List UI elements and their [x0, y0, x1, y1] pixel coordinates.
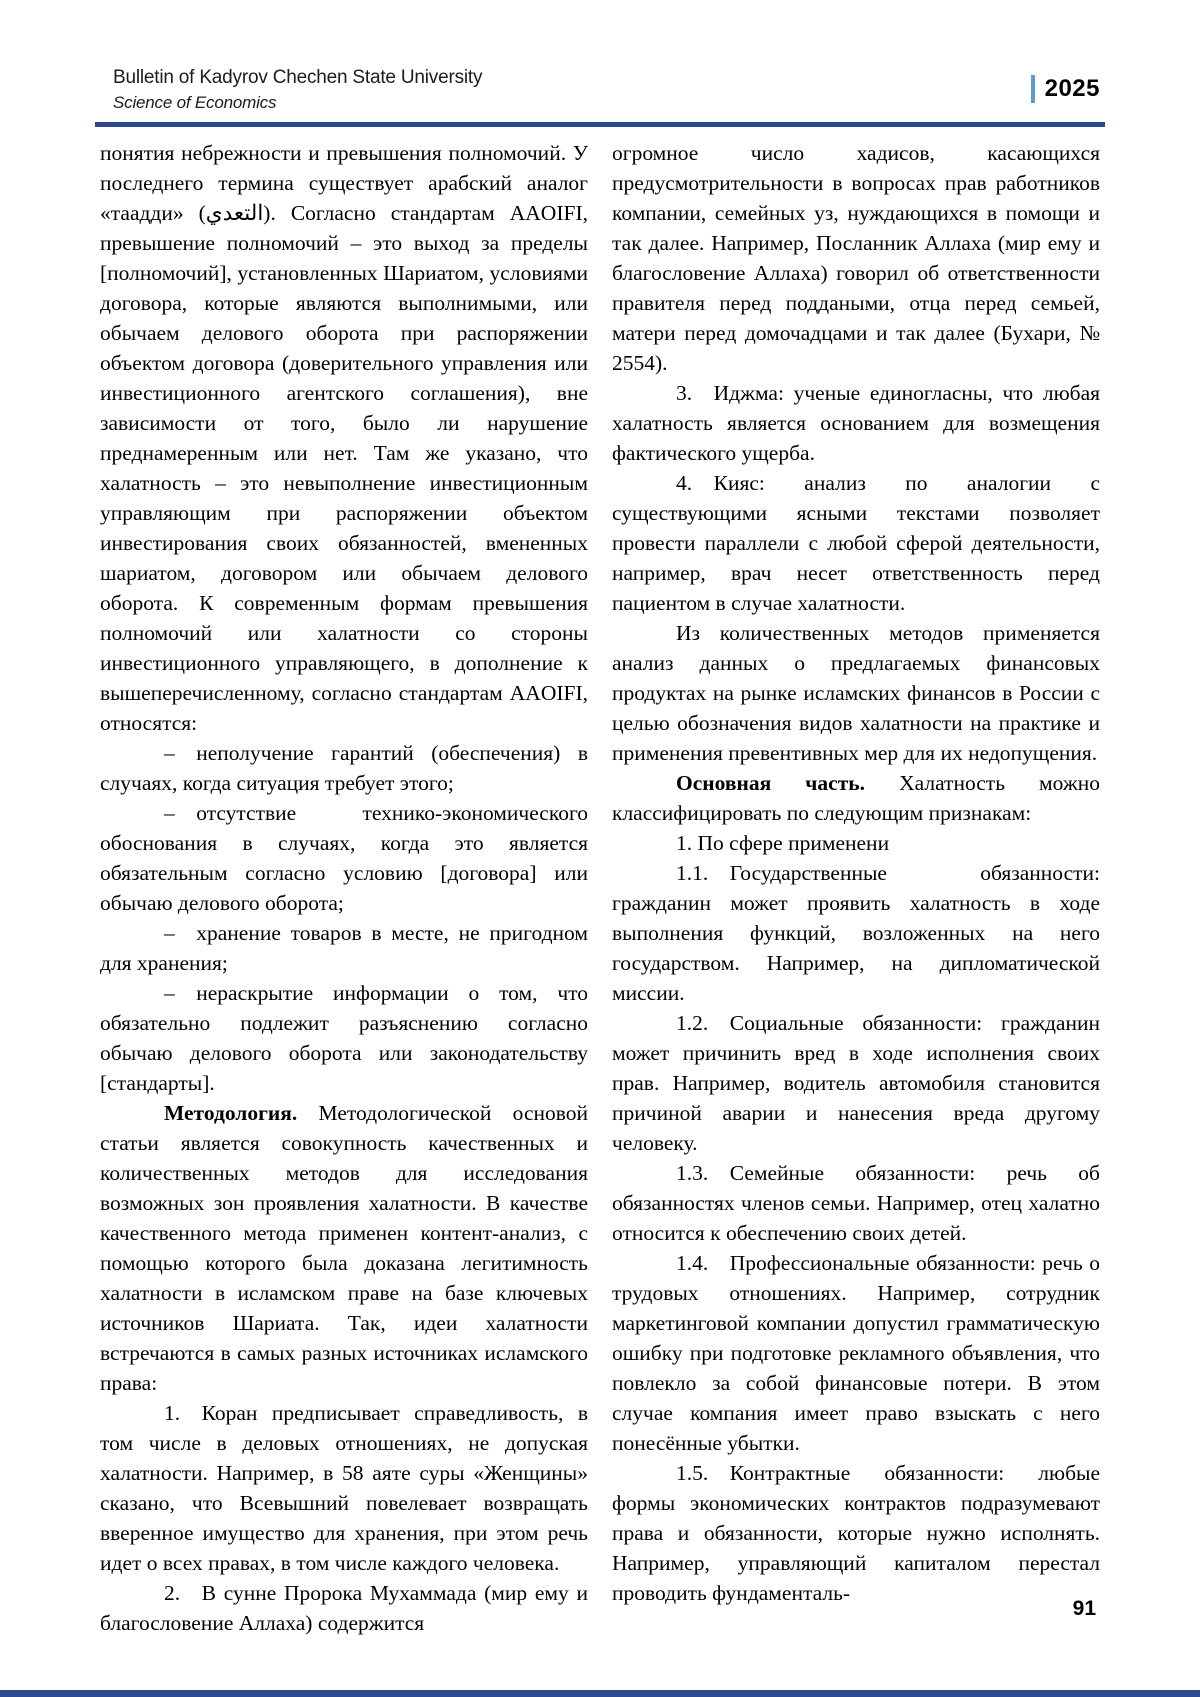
paragraph: Методология. Методологической основой статьи является совокупность качественных и количественных методов для исследования возможных зон проявления халатности. В качестве качественного метода применен контент-анализ, с помощью которого была доказана легитимность халатности в исламском праве на базе ключевых источников Шариата. Так, идеи халатности встречаются в самых разных источниках исламского права: — [100, 1101, 588, 1395]
paragraph: 1. Коран предписывает справедливость, в том числе в деловых отношениях, не допуская халатности. Например, в 58 аяте суры «Женщины» сказано, что Всевышний повелевает возвращать вверенное имущество для хранения, при этом речь идет о всех правах, в том числе каждого человека. — [100, 1401, 588, 1575]
section-heading-inline: Методология. — [164, 1101, 298, 1125]
section-heading-inline: Основная часть. — [676, 771, 866, 795]
header-rule — [95, 122, 1105, 127]
page-number: 91 — [1072, 1597, 1096, 1620]
paragraph: Из количественных методов применяется анализ данных о предлагаемых финансовых продуктах на рынке исламских финансов в России с целью обозначения видов халатности на практике и применения превентивных мер для их недопущения. — [612, 621, 1100, 765]
paragraph: 2. В сунне Пророка Мухаммада (мир ему и благословение Аллаха) содержится — [100, 1581, 588, 1635]
publication-year: 2025 — [1044, 75, 1100, 102]
paragraph: 1.3. Семейные обязанности: речь об обязанностях членов семьи. Например, отец халатно относится к обеспечению своих детей. — [612, 1161, 1100, 1245]
footer-rule — [0, 1690, 1200, 1697]
publication-year-block — [1031, 75, 1100, 103]
paragraph: 1.2. Социальные обязанности: гражданин может причинить вред в ходе исполнения своих прав. Например, водитель автомобиля становится причиной аварии и нанесения вреда другому человеку. — [612, 1011, 1100, 1155]
journal-identity — [113, 65, 482, 114]
paragraph: – хранение товаров в месте, не пригодном для хранения; — [100, 921, 588, 975]
paragraph: 1.5. Контрактные обязанности: любые формы экономических контрактов подразумевают права и обязанности, которые нужно исполнять. Например, управляющий капиталом перестал проводить фундаменталь- — [612, 1461, 1100, 1605]
paragraph: 1.1. Государственные обязанности: гражданин может проявить халатность в ходе выполнения функций, возложенных на него государством. Например, на дипломатической миссии. — [612, 861, 1100, 1005]
paragraph: 1.4. Профессиональные обязанности: речь о трудовых отношениях. Например, сотрудник маркетинговой компании допустил грамматическую ошибку при подготовке рекламного объявления, что повлекло за собой финансовые потери. В этом случае компания имеет право взыскать с него понесённые убытки. — [612, 1251, 1100, 1455]
paragraph: 3. Иджма: ученые единогласны, что любая халатность является основанием для возмещения фактического ущерба. — [612, 381, 1100, 465]
left-column — [100, 138, 588, 1638]
paragraph: понятия небрежности и превышения полномочий. У последнего термина существует арабский аналог «таадди» (التعدي). Согласно стандартам AAOIFI, превышение полномочий – это выход за пределы [полномочий], установленных Шариатом, условиями договора, которые являются выполнимыми, или обычаем делового оборота при распоряжении объектом договора (доверительного управления или инвестиционного агентского соглашения), вне зависимости от того, было ли нарушение преднамеренным или нет. Там же указано, что халатность – это невыполнение инвестиционным управляющим при распоряжении объектом инвестирования своих обязанностей, вмененных шариатом, договором или обычаем делового оборота. К современным формам превышения полномочий или халатности со стороны инвестиционного управляющего, в дополнение к вышеперечисленному, согласно стандартам AAOIFI, относятся: — [100, 141, 588, 735]
page-header — [113, 60, 1100, 118]
paragraph: 1. По сфере применени — [676, 831, 890, 855]
paragraph: 4. Кияс: анализ по аналогии с существующими ясными текстами позволяет провести параллели с любой сферой деятельности, например, врач несет ответственность перед пациентом в случае халатности. — [612, 471, 1100, 615]
paragraph: – нераскрытие информации о том, что обязательно подлежит разъяснению согласно обычаю делового оборота или законодательству [стандарты]. — [100, 981, 588, 1095]
journal-subtitle: Science of Economics — [113, 92, 277, 112]
paragraph: – неполучение гарантий (обеспечения) в случаях, когда ситуация требует этого; — [100, 741, 588, 795]
right-column — [612, 138, 1100, 1638]
article-body — [100, 138, 1100, 1638]
paragraph: – отсутствие технико-экономического обоснования в случаях, когда это является обязательным согласно условию [договора] или обычаю делового оборота; — [100, 801, 588, 915]
paragraph: огромное число хадисов, касающихся предусмотрительности в вопросах прав работников компании, семейных уз, нуждающихся в помощи и так далее. Например, Посланник Аллаха (мир ему и благословение Аллаха) говорил об ответственности правителя перед поддаными, отца перед семьей, матери перед домочадцами и так далее (Бухари, № 2554). — [612, 141, 1100, 375]
journal-title: Bulletin of Kadyrov Chechen State University — [113, 66, 483, 88]
year-accent-bar — [1031, 75, 1035, 103]
paragraph: Основная часть. Халатность можно классифицировать по следующим признакам: — [612, 771, 1100, 825]
